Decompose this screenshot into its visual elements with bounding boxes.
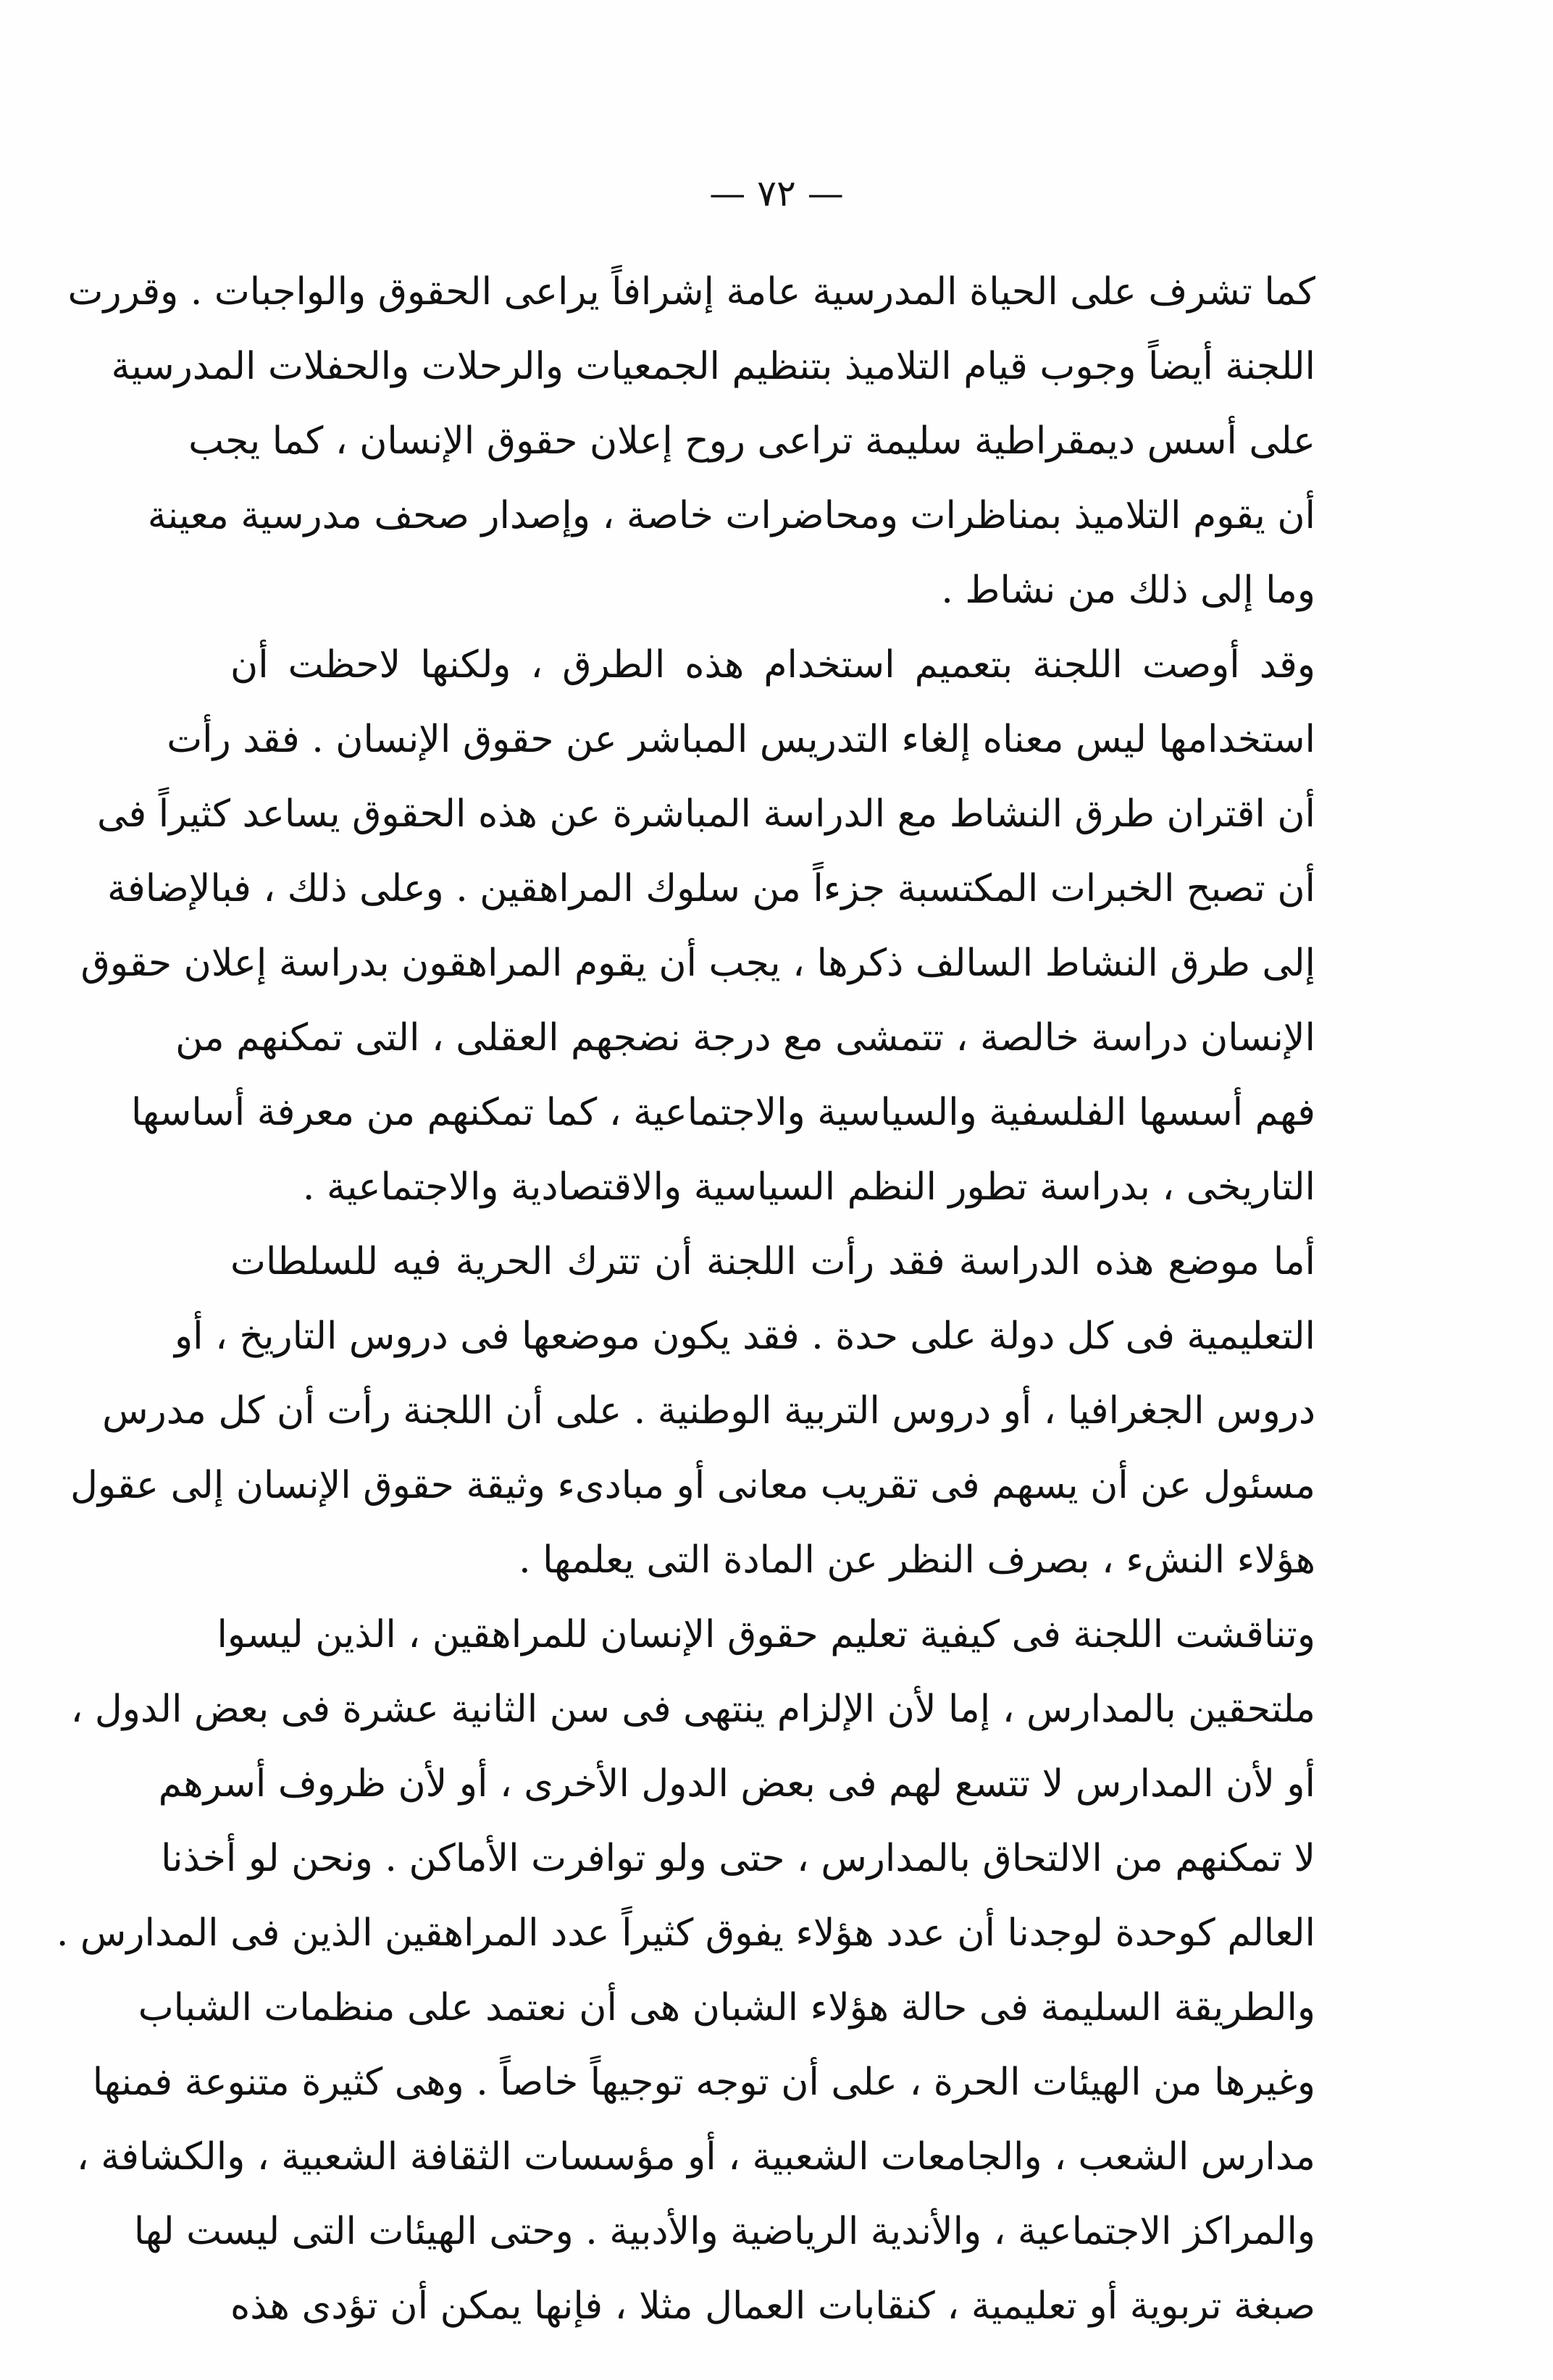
text-line: أن تصبح الخبرات المكتسبة جزءاً من سلوك المراهقين . وعلى ذلك ، فبالإضافة (107, 867, 1315, 910)
text-line: أو لأن المدارس لا تتسع لهم فى بعض الدول الأخرى ، أو لأن ظروف أسرهم (158, 1762, 1315, 1806)
paragraph-out-of-school (56, 1598, 1315, 1971)
text-line: استخدامها ليس معناه إلغاء التدريس المباشر عن حقوق الإنسان . فقد رأت (167, 718, 1315, 761)
text-line: هؤلاء النشء ، بصرف النظر عن المادة التى يعلمها . (519, 1538, 1315, 1582)
text-line: مسئول عن أن يسهم فى تقريب معانى أو مبادىء وثيقة حقوق الإنسان إلى عقول (70, 1464, 1315, 1507)
text-line: دروس الجغرافيا ، أو دروس التربية الوطنية . على أن اللجنة رأت أن كل مدرس (102, 1389, 1315, 1433)
text-line: وقد أوصت اللجنة بتعميم استخدام هذه الطرق ، ولكنها لاحظت أن (230, 643, 1315, 687)
text-line: العالم كوحدة لوجدنا أن عدد هؤلاء يفوق كثيراً عدد المراهقين الذين فى المدارس . (56, 1911, 1315, 1955)
text-line: وتناقشت اللجنة فى كيفية تعليم حقوق الإنسان للمراهقين ، الذين ليسوا (217, 1613, 1315, 1656)
text-line: أن يقوم التلاميذ بمناظرات ومحاضرات خاصة ، وإصدار صحف مدرسية معينة (147, 494, 1315, 537)
text-line: التاريخى ، بدراسة تطور النظم السياسية والاقتصادية والاجتماعية . (302, 1165, 1315, 1209)
paragraph-study-placement (70, 1225, 1315, 1598)
text-line: لا تمكنهم من الالتحاق بالمدارس ، حتى ولو توافرت الأماكن . ونحن لو أخذنا (161, 1837, 1315, 1880)
text-line: الإنسان دراسة خالصة ، تتمشى مع درجة نضجهم العقلى ، التى تمكنهم من (175, 1016, 1315, 1060)
text-line: مدارس الشعب ، والجامعات الشعبية ، أو مؤسسات الثقافة الشعبية ، والكشافة ، (76, 2135, 1315, 2179)
text-line: وما إلى ذلك من نشاط . (941, 569, 1315, 612)
text-line: على أسس ديمقراطية سليمة تراعى روح إعلان حقوق الإنسان ، كما يجب (188, 419, 1315, 463)
text-line: اللجنة أيضاً وجوب قيام التلاميذ بتنظيم الجمعيات والرحلات والحفلات المدرسية (111, 345, 1315, 388)
page-number: — ٧٢ — (709, 172, 844, 214)
text-line: وغيرها من الهيئات الحرة ، على أن توجه توجيهاً خاصاً . وهى كثيرة متنوعة فمنها (92, 2061, 1315, 2104)
text-line: كما تشرف على الحياة المدرسية عامة إشرافاً يراعى الحقوق والواجبات . وقررت (67, 270, 1315, 314)
paragraph-activities (67, 255, 1315, 628)
text-line: فهم أسسها الفلسفية والسياسية والاجتماعية ، كما تمكنهم من معرفة أساسها (130, 1091, 1315, 1134)
text-line: أن اقتران طرق النشاط مع الدراسة المباشرة عن هذه الحقوق يساعد كثيراً فى (96, 792, 1315, 836)
text-line: إلى طرق النشاط السالف ذكرها ، يجب أن يقوم المراهقون بدراسة إعلان حقوق (80, 942, 1315, 985)
body-text (56, 255, 1315, 2344)
paragraph-direct-teaching (80, 628, 1315, 1225)
text-line: والطريقة السليمة فى حالة هؤلاء الشبان هى أن نعتمد على منظمات الشباب (138, 1986, 1315, 2029)
text-line: التعليمية فى كل دولة على حدة . فقد يكون موضعها فى دروس التاريخ ، أو (175, 1315, 1315, 1358)
text-line: ملتحقين بالمدارس ، إما لأن الإلزام ينتهى فى سن الثانية عشرة فى بعض الدول ، (70, 1688, 1315, 1731)
paragraph-youth-organizations (76, 1971, 1315, 2344)
text-line: صبغة تربوية أو تعليمية ، كنقابات العمال مثلا ، فإنها يمكن أن تؤدى هذه (230, 2284, 1315, 2328)
text-line: والمراكز الاجتماعية ، والأندية الرياضية والأدبية . وحتى الهيئات التى ليست لها (133, 2210, 1315, 2253)
text-line: أما موضع هذه الدراسة فقد رأت اللجنة أن تترك الحرية فيه للسلطات (230, 1240, 1315, 1283)
